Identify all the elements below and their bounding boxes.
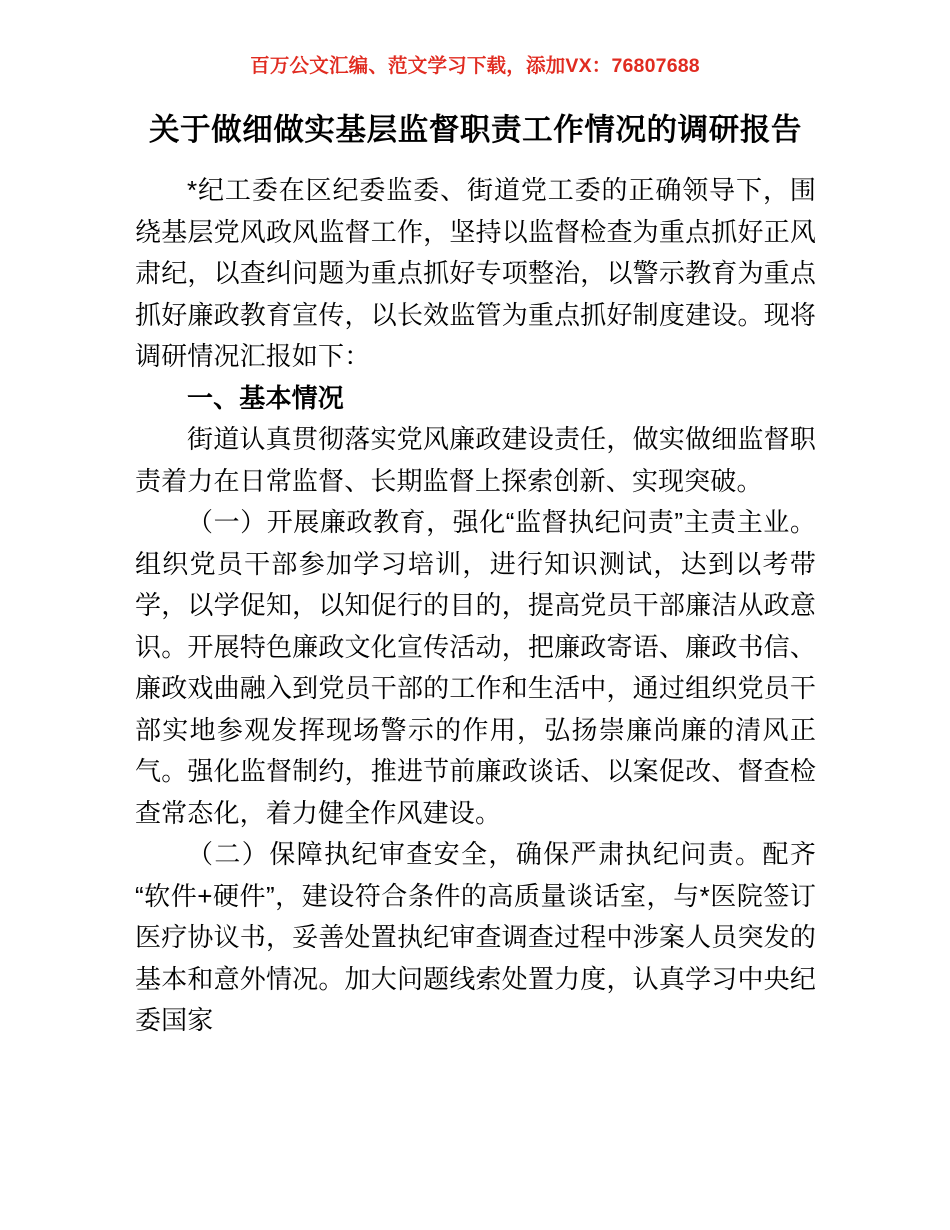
promo-banner: 百万公文汇编、范文学习下载，添加VX：76807688 — [250, 55, 700, 77]
paragraph-subsection-2: （二）保障执纪审查安全，确保严肃执纪问责。配齐“软件+硬件”，建设符合条件的高质量谈话室，与*医院签订医疗协议书，妥善处置执纪审查调查过程中涉案人员突发的基本和意外情况。加大问题线索处置力度，认真学习中央纪委国家 — [135, 839, 816, 1035]
document-body — [135, 108, 816, 1042]
paragraph-subsection-1: （一）开展廉政教育，强化“监督执纪问责”主责主业。组织党员干部参加学习培训，进行知识测试，达到以考带学，以学促知，以知促行的目的，提高党员干部廉洁从政意识。开展特色廉政文化宣传活动，把廉政寄语、廉政书信、廉政戏曲融入到党员干部的工作和生活中，通过组织党员干部实地参观发挥现场警示的作用，弘扬崇廉尚廉的清风正气。强化监督制约，推进节前廉政谈话、以案促改、督查检查常态化，着力健全作风建设。 — [135, 507, 816, 828]
paragraph-basic-situation: 街道认真贯彻落实党风廉政建设责任，做实做细监督职责着力在日常监督、长期监督上探索创新、实现突破。 — [135, 424, 816, 496]
page-title: 关于做细做实基层监督职责工作情况的调研报告 — [148, 113, 803, 147]
paragraph-intro: *纪工委在区纪委监委、街道党工委的正确领导下，围绕基层党风政风监督工作，坚持以监督检查为重点抓好正风肃纪，以查纠问题为重点抓好专项整治，以警示教育为重点抓好廉政教育宣传，以长效监管为重点抓好制度建设。现将调研情况汇报如下： — [135, 175, 816, 371]
section-heading-1: 一、基本情况 — [187, 382, 344, 413]
